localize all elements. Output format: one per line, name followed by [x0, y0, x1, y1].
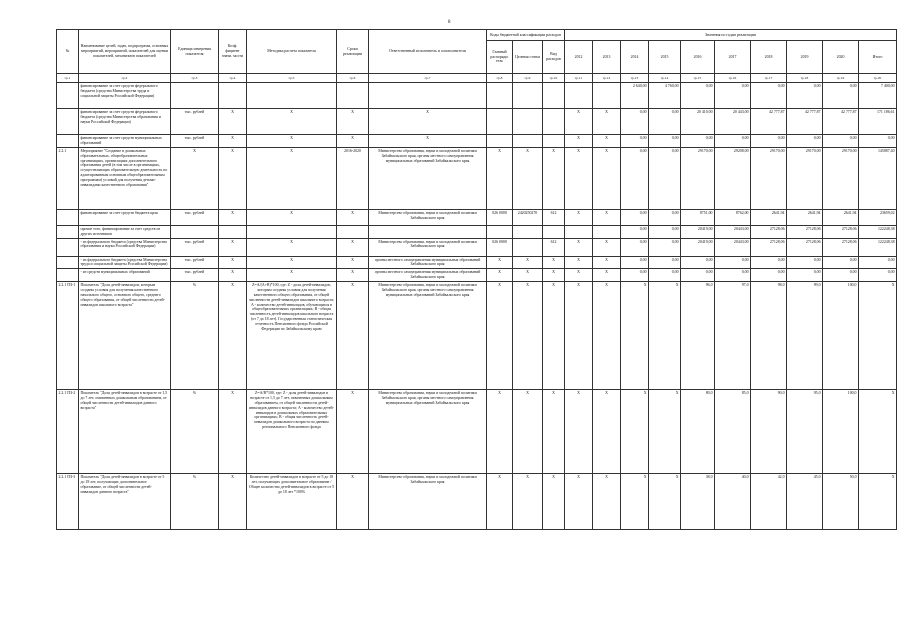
row-code-gr	[487, 225, 513, 238]
row-name: финансирование за счет средств федерального бюджета (средства Министерства труда и социальной защиты Российской Федерации)	[79, 83, 171, 109]
row-code-cs	[513, 109, 543, 135]
value-total: 0,00	[859, 135, 897, 148]
row-method: X	[247, 135, 337, 148]
value-2017: 97,0	[715, 282, 751, 390]
table-row	[57, 135, 897, 148]
row-coef	[219, 83, 247, 109]
row-unit: тыс. рублей	[171, 109, 219, 135]
row-term: 2016-2020	[337, 147, 369, 209]
row-responsible: X	[369, 135, 487, 148]
value-2014: X	[621, 282, 649, 390]
row-coef: X	[219, 390, 247, 474]
header-budget-col: Целевая статья	[513, 41, 543, 74]
row-number: 2.2.1 ПЗ-2	[57, 390, 79, 474]
value-2015: X	[649, 390, 681, 474]
row-code-gr: X	[487, 474, 513, 530]
row-unit: тыс. рублей	[171, 238, 219, 256]
row-responsible	[369, 83, 487, 109]
value-2012: X	[565, 238, 593, 256]
value-2013	[593, 225, 621, 238]
value-2019: 0,00	[787, 256, 823, 269]
value-2017: 20443,00	[715, 225, 751, 238]
value-2012: X	[565, 209, 593, 225]
row-name: финансирование за счет средств федерального бюджета (средства Министерства образования и науки Российской Федерации)	[79, 109, 171, 135]
value-2019: 27128,06	[787, 238, 823, 256]
row-term	[337, 83, 369, 109]
value-2015: 4 760,00	[649, 83, 681, 109]
row-code-cs	[513, 83, 543, 109]
value-2012	[565, 83, 593, 109]
row-responsible: Министерство образования, науки и молодежной политики Забайкальского края, органы местного самоуправления муниципальных образований Забайкальского края	[369, 282, 487, 390]
row-number: 2.2.1 ПЗ-3	[57, 474, 79, 530]
header-year: 2019	[787, 41, 823, 74]
row-name: - из средств муниципальных образований	[79, 269, 171, 282]
row-term: X	[337, 135, 369, 148]
table-row	[57, 147, 897, 209]
value-2017: 8762,00	[715, 209, 751, 225]
table-row	[57, 390, 897, 474]
value-2018: 29170,00	[751, 147, 787, 209]
value-2014: 0,00	[621, 135, 649, 148]
column-index: гр.12	[593, 74, 621, 83]
row-coef: X	[219, 474, 247, 530]
row-unit: %	[171, 282, 219, 390]
value-2020: 27128,06	[823, 225, 859, 238]
value-2016: 8751,00	[681, 209, 715, 225]
value-2012: X	[565, 147, 593, 209]
value-2013	[593, 83, 621, 109]
column-index: гр.10	[543, 74, 565, 83]
table-row	[57, 225, 897, 238]
row-coef: X	[219, 109, 247, 135]
row-code-cs: X	[513, 269, 543, 282]
value-2015: 0,00	[649, 269, 681, 282]
header-year: Итого	[859, 41, 897, 74]
row-method: Z=A/B*100, где: Z - доля детей-инвалидов в возрасте от 1,5 до 7 лет, охваченных дошкольным образованием, от общей численности детей-инвалидов данного возраста; A - количество детей-инвалидов в дошкольных образовательных организациях; B - общая численность детей-инвалидов дошкольного возраста по данным регионального Пенсионного фонда	[247, 390, 337, 474]
row-code-cs: X	[513, 282, 543, 390]
row-code-cs: X	[513, 256, 543, 269]
value-2019: 29170,00	[787, 147, 823, 209]
value-2015: 0,00	[649, 225, 681, 238]
row-coef: X	[219, 256, 247, 269]
table-row	[57, 256, 897, 269]
row-code-vr: X	[543, 256, 565, 269]
value-2013: X	[593, 474, 621, 530]
value-2015: 0,00	[649, 109, 681, 135]
value-2016: 0,00	[681, 83, 715, 109]
header-values-by-year: Значения по годам реализации	[565, 30, 897, 41]
value-2017: 20443,00	[715, 238, 751, 256]
row-unit: тыс. рублей	[171, 256, 219, 269]
table-row	[57, 238, 897, 256]
row-responsible: Министерство образования, науки и молодежной политики Забайкальского края	[369, 209, 487, 225]
row-number	[57, 269, 79, 282]
page-number: 8	[448, 20, 451, 25]
header-name: Наименование целей, задач, подпрограмм, основных мероприятий, мероприятий, показателей для оценки показателей, механизмов показателей	[79, 30, 171, 74]
row-responsible: X	[369, 109, 487, 135]
value-2013: X	[593, 238, 621, 256]
value-2014: X	[621, 390, 649, 474]
value-2017: 20 443,00	[715, 109, 751, 135]
value-2018: 0,00	[751, 256, 787, 269]
row-code-vr: X	[543, 269, 565, 282]
value-2019: 0,00	[787, 269, 823, 282]
row-unit: тыс. рублей	[171, 209, 219, 225]
value-2020: 0,00	[823, 135, 859, 148]
header-term: Сроки реализации	[337, 30, 369, 74]
value-2012	[565, 225, 593, 238]
value-2020: 50,0	[823, 474, 859, 530]
value-2012: X	[565, 135, 593, 148]
value-2014: 0,00	[621, 109, 649, 135]
row-unit: X	[171, 147, 219, 209]
row-code-gr: X	[487, 282, 513, 390]
column-index: гр.18	[787, 74, 823, 83]
row-code-gr: 026 0000	[487, 238, 513, 256]
row-code-cs: X	[513, 390, 543, 474]
column-index: гр.20	[859, 74, 897, 83]
row-code-vr: X	[543, 147, 565, 209]
row-unit: тыс. рублей	[171, 135, 219, 148]
value-2018: 42 777,87	[751, 109, 787, 135]
row-coef: X	[219, 147, 247, 209]
row-name: - из федерального бюджета (средства Министерства образования и науки Российской Федерации)	[79, 238, 171, 256]
table-row	[57, 474, 897, 530]
row-number: 2.2.1 ПЗ-1	[57, 282, 79, 390]
row-coef: X	[219, 269, 247, 282]
table-row	[57, 269, 897, 282]
row-name: Показатель "Доля детей-инвалидов в возрасте от 5 до 18 лет, получающих дополнительное образование, от общей численности детей-инвалидов данного возраста"	[79, 474, 171, 530]
row-number	[57, 238, 79, 256]
row-code-vr: 612	[543, 209, 565, 225]
row-responsible	[369, 225, 487, 238]
value-2014: 0,00	[621, 209, 649, 225]
value-2020: 0,00	[823, 269, 859, 282]
value-2020: 29170,00	[823, 147, 859, 209]
row-code-cs	[513, 135, 543, 148]
value-2015: 0,00	[649, 209, 681, 225]
row-unit: тыс. рублей	[171, 269, 219, 282]
row-term: X	[337, 109, 369, 135]
row-coef	[219, 225, 247, 238]
row-code-vr: X	[543, 282, 565, 390]
row-responsible: Министерство образования, науки и молодежной политики Забайкальского края	[369, 474, 487, 530]
row-code-gr	[487, 83, 513, 109]
row-code-vr	[543, 225, 565, 238]
value-2013: X	[593, 282, 621, 390]
row-code-gr: X	[487, 147, 513, 209]
value-2016: 80,0	[681, 390, 715, 474]
value-2015: X	[649, 474, 681, 530]
row-responsible: органы местного самоуправления муниципальных образований Забайкальского края	[369, 256, 487, 269]
row-unit	[171, 83, 219, 109]
value-2014: 0,00	[621, 225, 649, 238]
value-2012: X	[565, 390, 593, 474]
value-2017: 0,00	[715, 83, 751, 109]
row-code-gr: 026 0000	[487, 209, 513, 225]
row-name: Мероприятие "Создание в дошкольных образовательных, общеобразовательных организациях, организациях дополнительного образования детей (в том числе в организациях, осуществляющих образовательную деятельность по адаптированным основным общеобразовательным программам) условий для получения детьми-инвалидами качественного образования"	[79, 147, 171, 209]
row-term	[337, 225, 369, 238]
row-number	[57, 256, 79, 269]
row-code-cs: 2420250270	[513, 209, 543, 225]
header-budget-col: Вид расходов	[543, 41, 565, 74]
value-2012: X	[565, 109, 593, 135]
value-2016: 96,0	[681, 282, 715, 390]
row-method: X	[247, 109, 337, 135]
row-number	[57, 109, 79, 135]
value-2017: 0,00	[715, 269, 751, 282]
row-number	[57, 209, 79, 225]
row-code-vr: X	[543, 474, 565, 530]
header-unit: Единица измерения показателя	[171, 30, 219, 74]
value-2016: 38,0	[681, 474, 715, 530]
header-year: 2013	[593, 41, 621, 74]
value-2018: 98,0	[751, 282, 787, 390]
value-2016: 0,00	[681, 269, 715, 282]
row-code-gr	[487, 135, 513, 148]
value-2014: 0,00	[621, 147, 649, 209]
value-2019: 0,00	[787, 135, 823, 148]
value-2015: 0,00	[649, 135, 681, 148]
value-2017: 0,00	[715, 256, 751, 269]
column-index: гр.17	[751, 74, 787, 83]
row-responsible: органы местного самоуправления муниципальных образований Забайкальского края	[369, 269, 487, 282]
value-2016: 0,00	[681, 135, 715, 148]
value-total: 0,00	[859, 269, 897, 282]
row-number	[57, 225, 79, 238]
column-index: гр.16	[715, 74, 751, 83]
header-year: 2017	[715, 41, 751, 74]
row-coef: X	[219, 282, 247, 390]
row-responsible: Министерство образования, науки и молодежной политики Забайкальского края, органы местного самоуправления муниципальных образований Забайкальского края	[369, 147, 487, 209]
value-2019: 42 777,87	[787, 109, 823, 135]
row-number	[57, 135, 79, 148]
row-method: X	[247, 147, 337, 209]
row-term: X	[337, 209, 369, 225]
table-row	[57, 209, 897, 225]
row-code-gr: X	[487, 390, 513, 474]
row-code-gr: X	[487, 256, 513, 269]
value-2017: 29208,00	[715, 147, 751, 209]
row-unit: %	[171, 390, 219, 474]
row-name: Показатель "Доля детей-инвалидов в возрасте от 1,5 до 7 лет, охваченных дошкольным образованием, от общей численности детей-инвалидов данного возраста"	[79, 390, 171, 474]
row-code-cs	[513, 225, 543, 238]
row-term: X	[337, 282, 369, 390]
row-term: X	[337, 238, 369, 256]
value-2018: 90,0	[751, 390, 787, 474]
value-2013: X	[593, 135, 621, 148]
row-method: X	[247, 238, 337, 256]
value-2012: X	[565, 256, 593, 269]
value-total: X	[859, 282, 897, 390]
row-code-cs: X	[513, 474, 543, 530]
value-2014: 0,00	[621, 256, 649, 269]
row-method: Z=A/(A+B)*100, где: Z - доля детей-инвалидов, которым созданы условия для получения качественного общего образования, от общей численности детей-инвалидов школьного возраста; A - количество детей-инвалидов, обучающихся в общеобразовательных организациях; B - общая численность детей-инвалидов школьного возраста (от 7 до 18 лет). Государственная статистическая отчетность Пенсионного фонда Российской Федерации по Забайкальскому краю	[247, 282, 337, 390]
table-row	[57, 109, 897, 135]
row-term: X	[337, 390, 369, 474]
row-number: 2.2.1	[57, 147, 79, 209]
value-2018: 0,00	[751, 135, 787, 148]
value-2015: 0,00	[649, 256, 681, 269]
value-2015: X	[649, 282, 681, 390]
value-2020: 27128,06	[823, 238, 859, 256]
column-index: гр.3	[171, 74, 219, 83]
row-code-cs	[513, 238, 543, 256]
column-index: гр.2	[79, 74, 171, 83]
header-year: 2014	[621, 41, 649, 74]
value-2019: 27128,06	[787, 225, 823, 238]
value-2012: X	[565, 282, 593, 390]
value-2018: 27128,06	[751, 238, 787, 256]
row-code-vr	[543, 135, 565, 148]
header-responsible: Ответственный исполнитель и соисполнители	[369, 30, 487, 74]
row-method: X	[247, 256, 337, 269]
row-code-vr: 612	[543, 238, 565, 256]
value-2014: 2 640,00	[621, 83, 649, 109]
value-2018: 42,0	[751, 474, 787, 530]
value-2017: 40,0	[715, 474, 751, 530]
value-2019: 45,0	[787, 474, 823, 530]
value-total: 23659,02	[859, 209, 897, 225]
value-2020: 100,0	[823, 282, 859, 390]
column-index: гр.8	[487, 74, 513, 83]
value-2018: 0,00	[751, 83, 787, 109]
header-budget-codes: Коды бюджетной классификации расходов	[487, 30, 565, 41]
header-no: №	[57, 30, 79, 74]
value-2018: 2641,94	[751, 209, 787, 225]
value-total: 7 400,00	[859, 83, 897, 109]
row-name: - из федерального бюджета (средства Министерства труда и социальной защиты Российской Федерации)	[79, 256, 171, 269]
header-year: 2015	[649, 41, 681, 74]
row-method	[247, 225, 337, 238]
column-index: гр.6	[337, 74, 369, 83]
column-index: гр.19	[823, 74, 859, 83]
value-2013: X	[593, 269, 621, 282]
row-name: Показатель "Доля детей-инвалидов, которым созданы условия для получения качественного начального общего, основного общего, среднего общего образования, от общей численности детей-инвалидов школьного возраста"	[79, 282, 171, 390]
value-2016: 0,00	[681, 256, 715, 269]
row-term: X	[337, 269, 369, 282]
value-total: 0,00	[859, 256, 897, 269]
value-2016: 20 410,00	[681, 109, 715, 135]
value-2020: 42 777,87	[823, 109, 859, 135]
row-method: X	[247, 209, 337, 225]
value-2015: 0,00	[649, 238, 681, 256]
value-2014: X	[621, 474, 649, 530]
row-name: финансирование за счет средств муниципальных образований	[79, 135, 171, 148]
value-2013: X	[593, 390, 621, 474]
column-index: гр.13	[621, 74, 649, 83]
row-code-vr: X	[543, 390, 565, 474]
value-2020: 100,0	[823, 390, 859, 474]
row-coef: X	[219, 135, 247, 148]
row-code-vr	[543, 109, 565, 135]
table-row	[57, 282, 897, 390]
row-code-vr	[543, 83, 565, 109]
value-2013: X	[593, 209, 621, 225]
row-number	[57, 83, 79, 109]
column-index: гр.1	[57, 74, 79, 83]
row-term: X	[337, 474, 369, 530]
header-method: Методика расчета показателя	[247, 30, 337, 74]
column-index: гр.11	[565, 74, 593, 83]
value-2016: 20419,00	[681, 238, 715, 256]
row-name: финансирование за счет средств бюджета края	[79, 209, 171, 225]
value-2016: 29170,00	[681, 147, 715, 209]
value-2017: 85,0	[715, 390, 751, 474]
value-2014: 0,00	[621, 238, 649, 256]
value-2018: 27128,06	[751, 225, 787, 238]
row-method: X	[247, 269, 337, 282]
value-2019: 99,0	[787, 282, 823, 390]
value-2016: 20419,00	[681, 225, 715, 238]
value-2013: X	[593, 147, 621, 209]
row-unit	[171, 225, 219, 238]
row-name: прочие того, финансирование за счет средств из других источников	[79, 225, 171, 238]
header-budget-col: Главный распоряди. тель	[487, 41, 513, 74]
value-2015: 0,00	[649, 147, 681, 209]
row-method: Количество детей-инвалидов в возрасте от 5 до 18 лет, получающих дополнительное образование / Общее количество детей-инвалидов в возрасте от 5 до 18 лет *100%	[247, 474, 337, 530]
header-year: 2018	[751, 41, 787, 74]
value-2020: 0,00	[823, 83, 859, 109]
value-2019: 2641,94	[787, 209, 823, 225]
value-2020: 0,00	[823, 256, 859, 269]
row-code-cs: X	[513, 147, 543, 209]
column-index: гр.4	[219, 74, 247, 83]
table-row	[57, 83, 897, 109]
row-coef: X	[219, 209, 247, 225]
row-responsible: Министерство образования, науки и молодежной политики Забайкальского края, органы местного самоуправления муниципальных образований Забайкальского края	[369, 390, 487, 474]
value-2012: X	[565, 474, 593, 530]
value-2019: 0,00	[787, 83, 823, 109]
row-responsible: Министерство образования, науки и молодежной политики Забайкальского края	[369, 238, 487, 256]
column-index: гр.15	[681, 74, 715, 83]
column-index: гр.7	[369, 74, 487, 83]
column-index: гр.5	[247, 74, 337, 83]
column-index: гр.14	[649, 74, 681, 83]
program-table	[56, 29, 897, 530]
value-total: 145887,40	[859, 147, 897, 209]
value-2020: 2641,94	[823, 209, 859, 225]
header-year: 2012	[565, 41, 593, 74]
row-method	[247, 83, 337, 109]
column-index: гр.9	[513, 74, 543, 83]
row-code-gr: X	[487, 269, 513, 282]
value-2017: 0,00	[715, 135, 751, 148]
value-total: X	[859, 474, 897, 530]
value-2014: 0,00	[621, 269, 649, 282]
value-2013: X	[593, 256, 621, 269]
value-total: X	[859, 390, 897, 474]
value-2013: X	[593, 109, 621, 135]
header-coef: Коэф. фициент значи. мости	[219, 30, 247, 74]
row-term: X	[337, 256, 369, 269]
value-total: 171 186,61	[859, 109, 897, 135]
value-2012: X	[565, 269, 593, 282]
value-total: 122248,38	[859, 238, 897, 256]
header-year: 2016	[681, 41, 715, 74]
header-year: 2020	[823, 41, 859, 74]
row-unit: %	[171, 474, 219, 530]
value-2019: 95,0	[787, 390, 823, 474]
value-total: 122248,38	[859, 225, 897, 238]
row-coef: X	[219, 238, 247, 256]
value-2018: 0,00	[751, 269, 787, 282]
row-code-gr	[487, 109, 513, 135]
